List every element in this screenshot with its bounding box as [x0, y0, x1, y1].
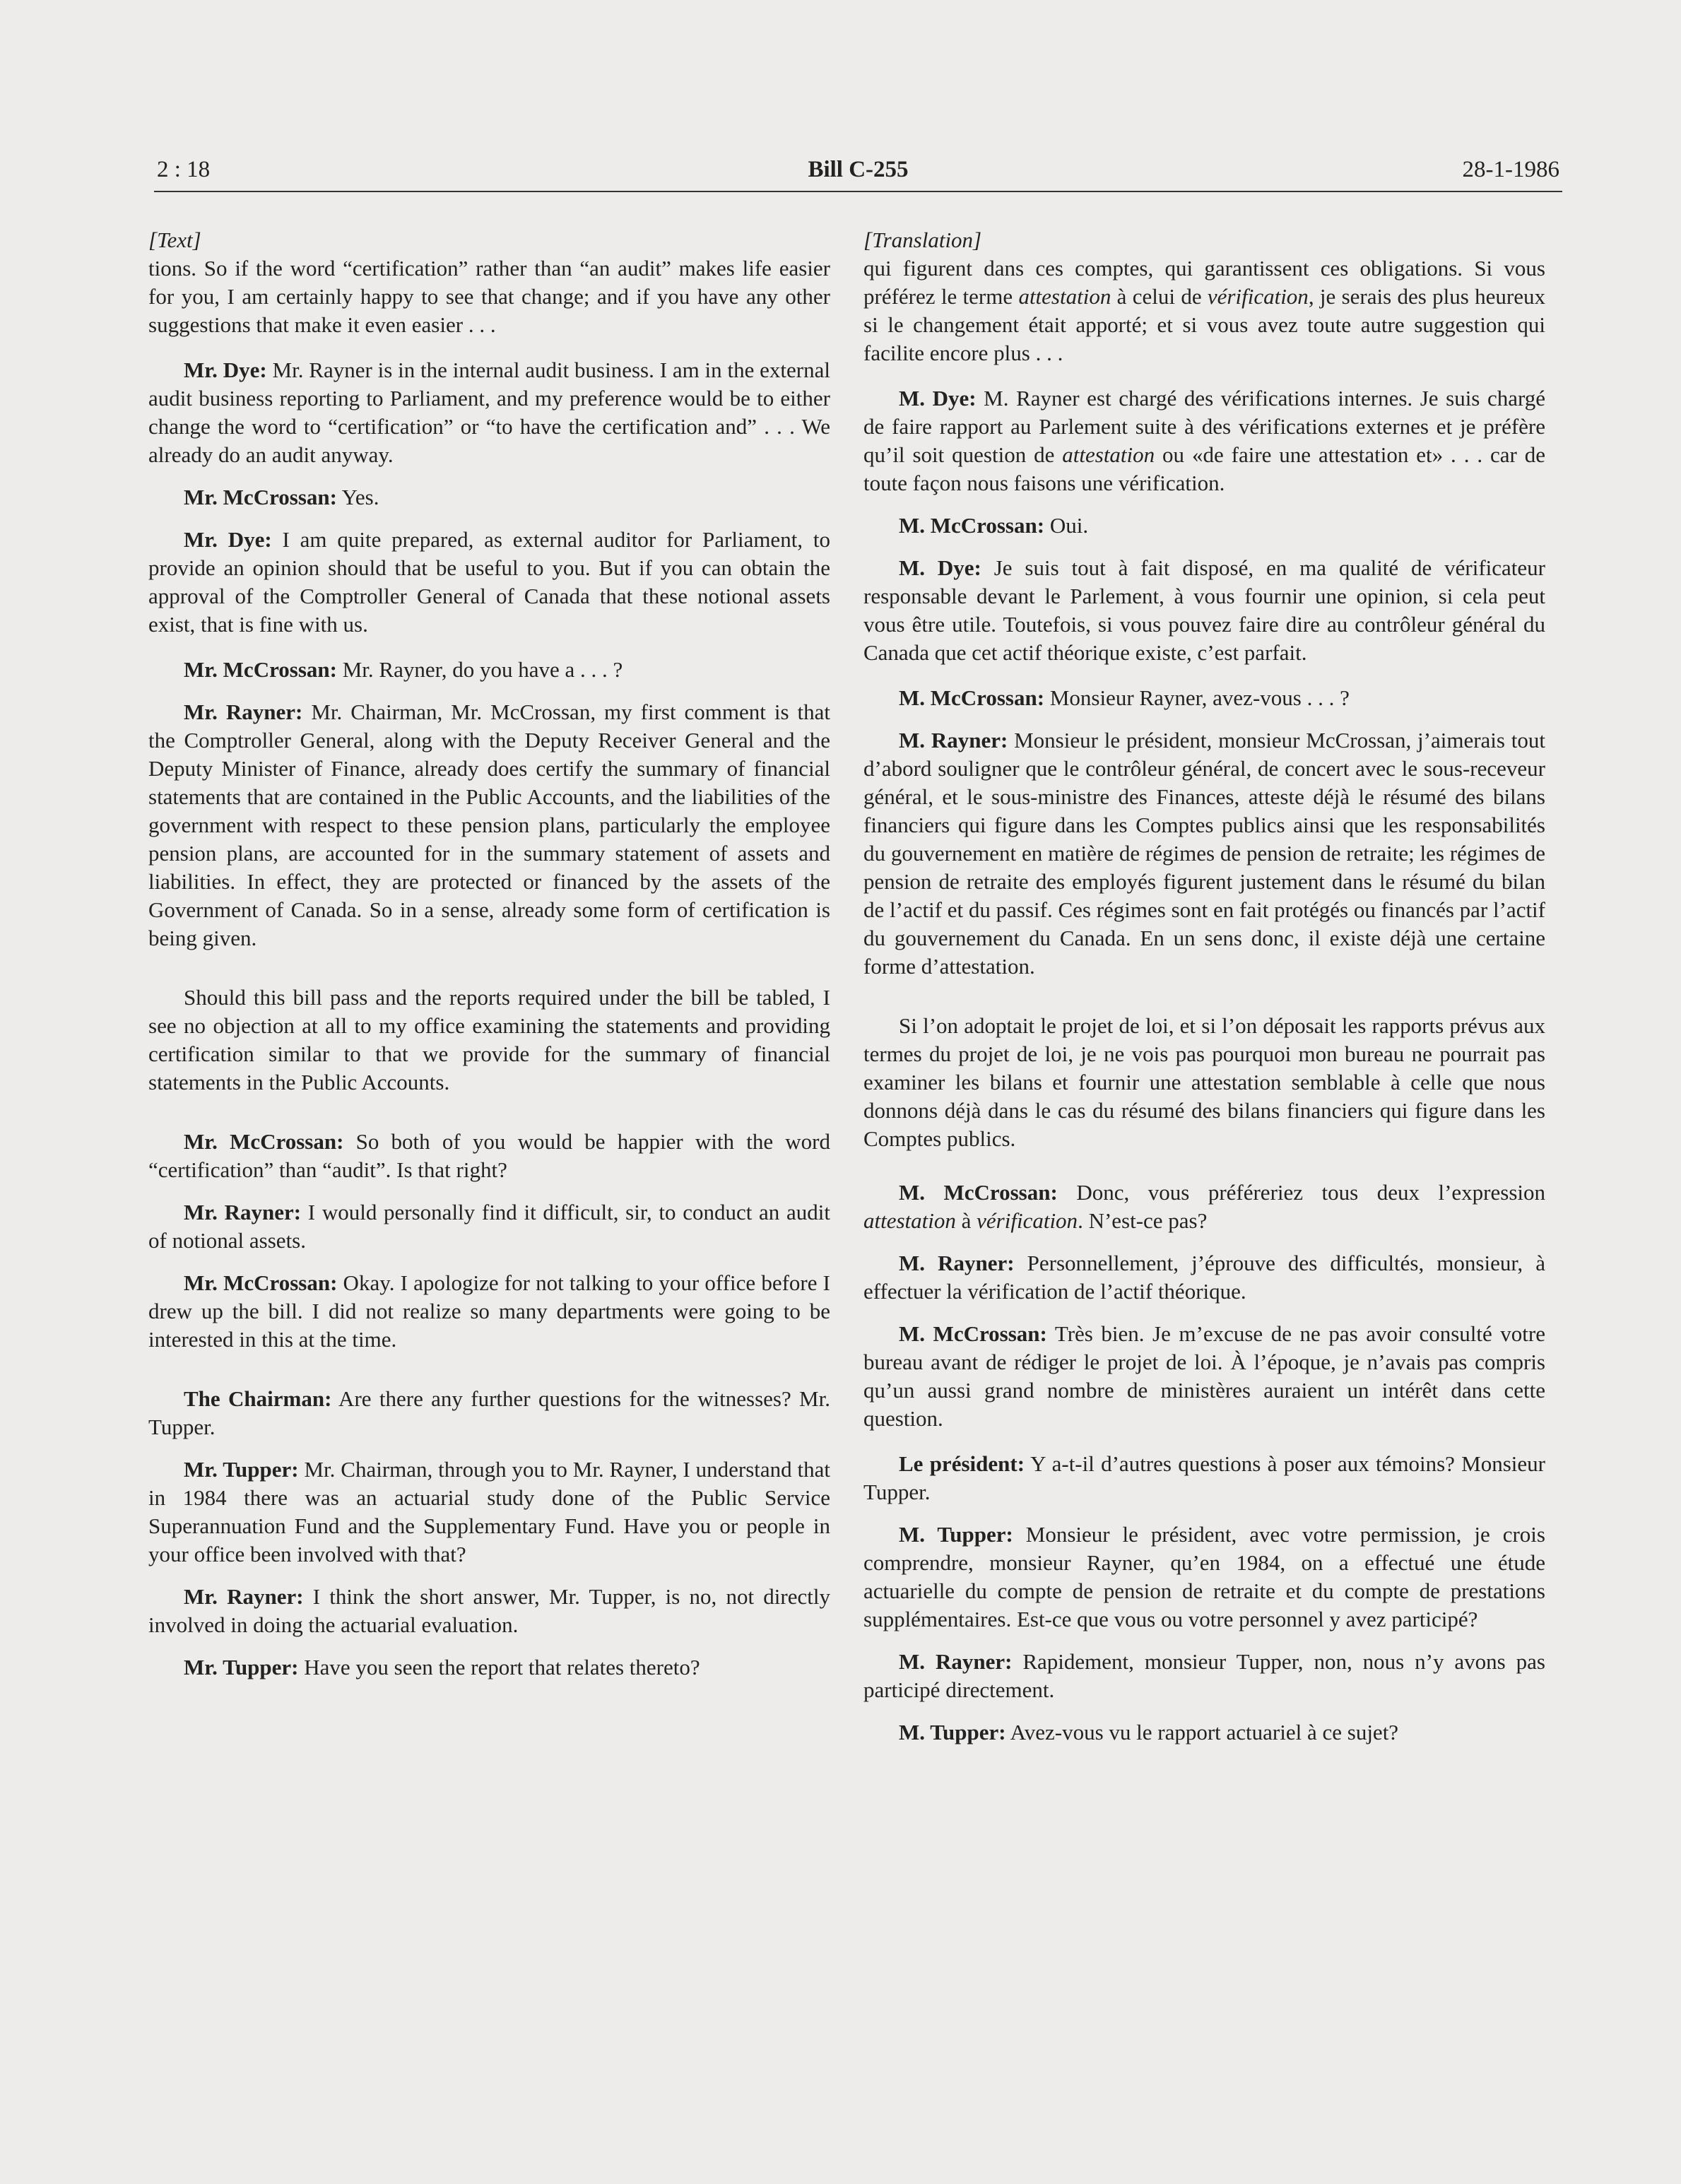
paragraph-text: Should this bill pass and the reports required under the bill be tabled, I see no objection at all to my office examining the statements and providing certification similar to that we provide for the summary of financial statements in the Public Accounts.: [148, 985, 830, 1094]
paragraph-text: Have you seen the report that relates thereto?: [298, 1655, 700, 1680]
paragraph: [148, 356, 830, 469]
paragraph-text: Yes.: [336, 485, 379, 509]
paragraph-text: Avez-vous vu le rapport actuariel à ce sujet?: [1005, 1720, 1399, 1745]
speaker-name: Mr. McCrossan:: [184, 485, 337, 509]
paragraph: [148, 1385, 830, 1441]
paragraph: [863, 1521, 1545, 1634]
speaker-name: Mr. Dye:: [184, 358, 267, 382]
paragraph: [148, 698, 830, 952]
speaker-name: Mr. Tupper:: [184, 1655, 299, 1680]
paragraph: [863, 384, 1545, 497]
paragraph: [148, 984, 830, 1097]
column-tag: [Text]: [148, 228, 201, 252]
paragraph: [148, 526, 830, 639]
speaker-name: M. Dye:: [899, 555, 981, 580]
paragraph: [148, 254, 830, 339]
speaker-name: Mr. Dye:: [184, 527, 272, 552]
emphasis-text: vérification: [977, 1208, 1078, 1233]
speaker-name: Mr. Tupper:: [184, 1457, 299, 1482]
speaker-name: M. McCrossan:: [899, 1180, 1058, 1205]
paragraph-text: Monsieur le président, avec votre permission, je crois comprendre, monsieur Rayner, qu’en 1984, on a effectué une étude actuarielle du compte de pension de retraite et du compte de prestations supplémentaires. Est-ce que vous ou votre personnel y avez participé?: [863, 1522, 1545, 1631]
paragraph-text: Mr. Chairman, through you to Mr. Rayner, I understand that in 1984 there was an actuarial study done of the Public Service Superannuation Fund and the Supplementary Fund. Have you or people in your office been involved with that?: [148, 1457, 830, 1566]
paragraph: [863, 1320, 1545, 1433]
speaker-name: Mr. McCrossan:: [184, 1129, 344, 1154]
english-column: [148, 226, 830, 1696]
speaker-name: M. McCrossan:: [899, 685, 1045, 710]
speaker-name: Mr. Rayner:: [184, 1200, 302, 1224]
paragraph: [863, 684, 1545, 712]
header-date: 28-1-1986: [1462, 157, 1559, 182]
paragraph: [148, 656, 830, 684]
speaker-name: M. Dye:: [899, 386, 977, 411]
paragraph-text: Y a-t-il d’autres questions à poser aux témoins? Monsieur Tupper.: [863, 1451, 1545, 1504]
emphasis-text: attestation: [1062, 442, 1155, 467]
paragraph-text: à: [955, 1208, 977, 1233]
paragraph-text: Je suis tout à fait disposé, en ma qualité de vérificateur responsable devant le Parlement, à vous fournir une opinion, si cela peut vous être utile. Toutefois, si vous pouvez faire dire au contrôleur général du Canada que cet actif théorique existe, c’est parfait.: [863, 555, 1545, 665]
page-header: [157, 157, 1559, 192]
paragraph-text: Monsieur Rayner, avez-vous . . . ?: [1044, 685, 1350, 710]
paragraph-text: tions. So if the word “certification” rather than “an audit” makes life easier for you, I am certainly happy to see that change; and if you have any other suggestions that make it even easier . . .: [148, 256, 830, 337]
speaker-name: M. Tupper:: [899, 1720, 1006, 1745]
paragraph: [148, 1653, 830, 1682]
paragraph-text: Monsieur le président, monsieur McCrossan, j’aimerais tout d’abord souligner que le contrôleur général, de concert avec le sous-receveur général, et le sous-ministre des Finances, atteste déjà le résumé des bilans financiers qui figure dans les Comptes publics ainsi que les responsabilités du gouvernement en matière de régimes de pension de retraite; les régimes de pension de retraite des employés figurent justement dans le résumé du bilan de l’actif et du passif. Ces régimes sont en fait protégés ou financés par l’actif du gouvernement du Canada. En un sens donc, il existe déjà une certaine forme d’attestation.: [863, 728, 1546, 979]
paragraph-text: Mr. Chairman, Mr. McCrossan, my first comment is that the Comptroller General, along with the Deputy Receiver General and the Deputy Minister of Finance, already does certify the summary of financial statements that are contained in the Public Accounts, and the liabilities of the government with respect to these pension plans, particularly the employee pension plans, are accounted for in the summary statement of assets and liabilities. In effect, they are protected or financed by the assets of the Government of Canada. So in a sense, already some form of certification is being given.: [148, 700, 830, 950]
header-rule: [154, 191, 1562, 192]
speaker-name: M. Rayner:: [899, 728, 1008, 752]
paragraph: [863, 1450, 1545, 1506]
paragraph-text: qui figurent dans ces comptes, qui garantissent ces obligations. Si vous préférez le terme: [863, 256, 1545, 309]
paragraph: [148, 483, 830, 512]
speaker-name: M. McCrossan:: [899, 513, 1045, 538]
speaker-name: Le président:: [899, 1451, 1025, 1476]
speaker-name: Mr. McCrossan:: [184, 1270, 338, 1295]
paragraph-text: Okay. I apologize for not talking to your office before I drew up the bill. I did not realize so many departments were going to be interested in this at the time.: [148, 1270, 830, 1352]
paragraph-text: I think the short answer, Mr. Tupper, is no, not directly involved in doing the actuarial evaluation.: [148, 1584, 830, 1637]
paragraph: [863, 726, 1545, 981]
paragraph: [863, 1718, 1545, 1747]
paragraph-text: à celui de: [1111, 284, 1208, 309]
speaker-name: M. McCrossan:: [899, 1321, 1047, 1346]
paragraph-text: Personnellement, j’éprouve des difficultés, monsieur, à effectuer la vérification de l’actif théorique.: [863, 1251, 1545, 1304]
column-tag: [Translation]: [863, 228, 982, 252]
paragraph-text: I am quite prepared, as external auditor for Parliament, to provide an opinion should that be useful to you. But if you can obtain the approval of the Comptroller General of Canada that these notional assets exist, that is fine with us.: [148, 527, 830, 637]
paragraph-text: Are there any further questions for the witnesses? Mr. Tupper.: [148, 1386, 830, 1439]
paragraph-text: Très bien. Je m’excuse de ne pas avoir consulté votre bureau avant de rédiger le projet de loi. À l’époque, je n’avais pas compris qu’un aussi grand nombre de ministères auraient un intérêt dans cette question.: [863, 1321, 1545, 1431]
paragraph-text: Mr. Rayner is in the internal audit business. I am in the external audit business reporting to Parliament, and my preference would be to either change the word to “certification” or “to have the certification and” . . . We already do an audit anyway.: [148, 358, 830, 467]
speaker-name: M. Rayner:: [899, 1649, 1013, 1674]
french-column: [863, 226, 1545, 1761]
speaker-name: Mr. McCrossan:: [184, 657, 337, 682]
paragraph: [148, 1583, 830, 1639]
emphasis-text: vérification: [1207, 284, 1309, 309]
paragraph-text: Mr. Rayner, do you have a . . . ?: [336, 657, 623, 682]
paragraph-text: Si l’on adoptait le projet de loi, et si l’on déposait les rapports prévus aux termes du projet de loi, je ne vois pas pourquoi mon bureau ne pourrait pas examiner les bilans et fournir une attestation semblable à celle que nous donnons déjà dans le cas du résumé des bilans financiers qui figure dans les Comptes publics.: [863, 1013, 1545, 1151]
paragraph-text: . N’est-ce pas?: [1078, 1208, 1208, 1233]
page-number: 2 : 18: [157, 157, 211, 182]
paragraph-text: So both of you would be happier with the word “certification” than “audit”. Is that right?: [148, 1129, 830, 1182]
speaker-name: M. Tupper:: [899, 1522, 1013, 1547]
bill-title: Bill C-255: [808, 157, 909, 182]
paragraph: [863, 1249, 1545, 1306]
speaker-name: M. Rayner:: [899, 1251, 1015, 1275]
paragraph: [863, 1179, 1545, 1235]
speaker-name: The Chairman:: [184, 1386, 332, 1411]
emphasis-text: attestation: [1018, 284, 1111, 309]
paragraph: [148, 1456, 830, 1569]
paragraph: [148, 1198, 830, 1255]
paragraph-text: I would personally find it difficult, sir, to conduct an audit of notional assets.: [148, 1200, 830, 1253]
speaker-name: Mr. Rayner:: [184, 1584, 304, 1609]
paragraph-text: Rapidement, monsieur Tupper, non, nous n’y avons pas participé directement.: [863, 1649, 1545, 1702]
emphasis-text: attestation: [863, 1208, 956, 1233]
paragraph: [148, 1269, 830, 1354]
paragraph-text: M. Rayner est chargé des vérifications internes. Je suis chargé de faire rapport au Parlement suite à des vérifications externes et je préfère qu’il soit question de: [863, 386, 1546, 467]
paragraph: [863, 1012, 1545, 1153]
paragraph-text: ou «de faire une attestation et» . . . car de toute façon nous faisons une vérification.: [863, 442, 1545, 495]
paragraph-text: Donc, vous préféreriez tous deux l’expression: [1057, 1180, 1545, 1205]
paragraph: [863, 512, 1545, 540]
speaker-name: Mr. Rayner:: [184, 700, 303, 724]
paragraph: [863, 554, 1545, 667]
paragraph: [863, 254, 1545, 367]
paragraph-text: Oui.: [1044, 513, 1089, 538]
paragraph: [863, 1648, 1545, 1704]
paragraph-text: , je serais des plus heureux si le changement était apporté; et si vous avez toute autre suggestion qui facilite encore plus . . .: [863, 284, 1545, 365]
paragraph: [148, 1128, 830, 1184]
